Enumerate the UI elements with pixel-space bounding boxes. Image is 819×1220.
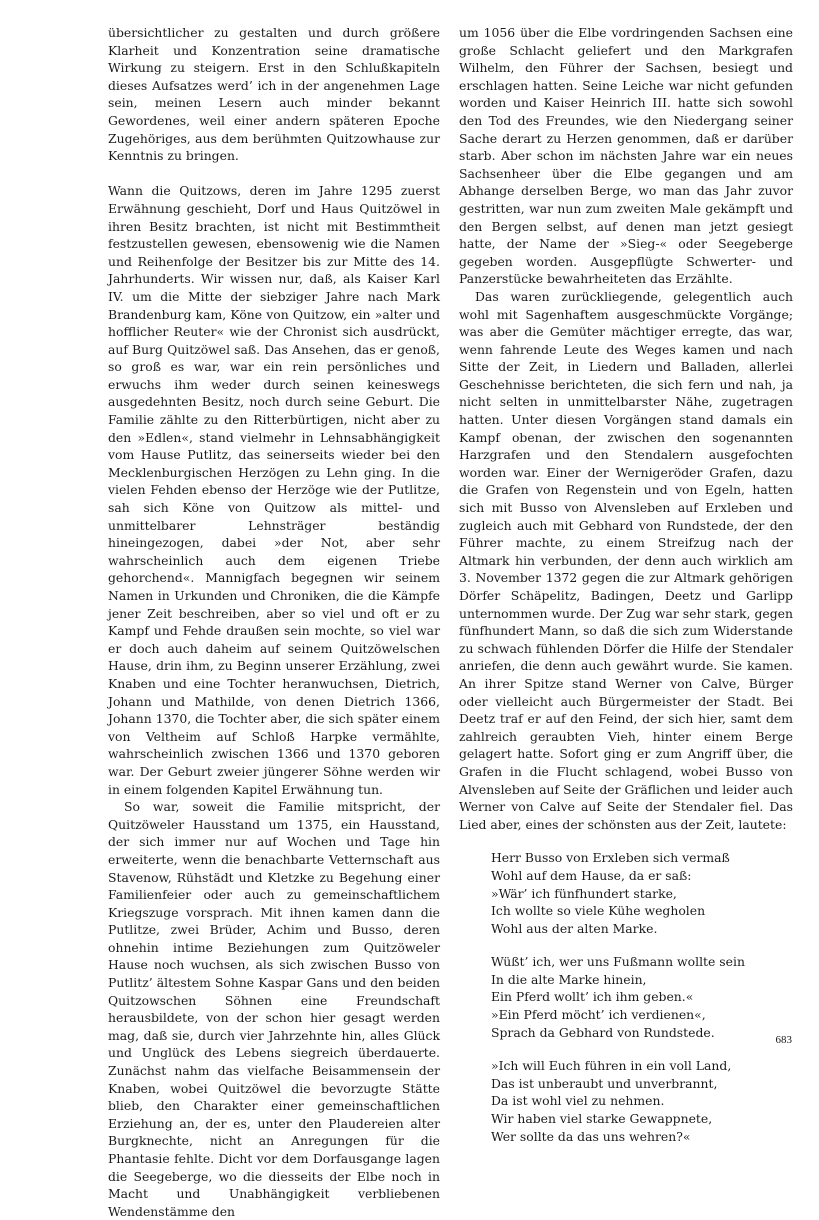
paragraph: So war, soweit die Familie mitspricht, der Quitzöweler Hausstand um 1375, ein Hausstand, der sich immer nur auf Wochen und Tage hin erweiterte, wenn die benachbarte Vetternschaft aus Stavenow, Rühstädt und Kletzke zu Begehung einer Familienfeier oder auch zu gemeinschaftlichem Kriegszuge vorsprach. Mit ihnen kamen dann die Putlitze, zwei Brüder, Achim und Busso, deren ohnehin intime Beziehungen zum Quitzöweler Hause noch wuchsen, als sich zwischen Busso von Putlitz’ ältestem Sohne Kaspar Gans und den beiden Quitzowschen Söhnen eine Freundschaft herausbildete, von der schon hier gesagt werden mag, daß sie, durch vier Jahrzehnte hin, alles Glück und Unglück des Lebens siegreich überdauerte. Zunächst nahm das vielfache Beisammensein der Knaben, wobei Quitzöwel die bevorzugte Stätte blieb, den Charakter einer gemeinschaftlichen Erziehung an, der es, unter den Plaudereien alter Burgknechte, nicht an Anregungen für die Phantasie fehlte. Dicht vor dem Dorfausgange lagen die Seegeberge, wo die diesseits der Elbe noch in Macht und Unabhängigkeit verbliebenen Wendenstämme den xyxy=(108,799,440,1219)
paragraph: übersichtlicher zu gestalten und durch größere Klarheit und Konzentration seine dramatische Wirkung zu steigern. Erst in den Schlußkapiteln dieses Aufsatzes werd’ ich in der angenehmen Lage sein, meinen Lesern auch minder bekannt Gewordenes, weil einer andern späteren Epoche Zugehöriges, aus dem berühmten Quitzowhause zur Kenntnis zu bringen. xyxy=(108,25,440,164)
poem-line: Sprach da Gebhard von Rundstede. xyxy=(491,1024,715,1040)
poem xyxy=(491,849,793,1145)
poem-line: Wer sollte da das uns wehren?« xyxy=(491,1128,691,1144)
poem-stanza xyxy=(491,953,793,1041)
poem-line: »Ich will Euch führen in ein voll Land, xyxy=(491,1058,732,1074)
poem-line: In die alte Marke hinein, xyxy=(491,971,647,987)
poem-line: Wohl aus der alten Marke. xyxy=(491,920,658,936)
poem-line: Wüßt’ ich, wer uns Fußmann wollte sein xyxy=(491,954,745,970)
poem-line: Da ist wohl viel zu nehmen. xyxy=(491,1093,665,1109)
poem-stanza xyxy=(491,849,793,937)
paragraph: Das waren zurückliegende, gelegentlich auch wohl mit Sagenhaftem ausgeschmückte Vorgänge; was aber die Gemüter mächtiger erregte, das war, wenn fahrende Leute des Weges kamen und nach Sitte der Zeit, in Liedern und Balladen, allerlei Geschehnisse berichteten, die sich fern und nah, ja nicht selten in unmittelbarster Nähe, zugetragen hatten. Unter diesen Vorgängen stand damals ein Kampf obenan, der zwischen den sogenannten Harzgrafen und den Stendalern ausgefochten worden war. Einer der Wernigeröder Grafen, dazu die Grafen von Regenstein und von Egeln, hatten sich mit Busso von Alvensleben auf Erxleben und zugleich auch mit Gebhard von Rundstede, der den Führer machte, zu einem Streifzug nach der Altmark hin verbunden, der denn auch wirklich am 3. November 1372 gegen die zur Altmark gehörigen Dörfer Schäpelitz, Badingen, Deetz und Garlipp unternommen wurde. Der Zug war sehr stark, gegen fünfhundert Mann, so daß die sich zum Widerstande zu schwach fühlenden Dörfer die Hilfe der Stendaler anriefen, die denn auch gewährt wurde. Sie kamen. An ihrer Spitze stand Werner von Calve, Bürger oder vielleicht auch Bürgermeister der Stadt. Bei Deetz traf er auf den Feind, der sich hier, samt dem zahlreich geraubten Vieh, hinter einem Berge gelagert hatte. Sofort ging er zum Angriff über, die Grafen in die Flucht schlagend, wobei Busso von Alvensleben auf Seite der Gräflichen und leider auch Werner von Calve auf Seite der Stendaler fiel. Das Lied aber, eines der schönsten aus der Zeit, lautete: xyxy=(459,288,793,832)
page-number: 683 xyxy=(775,1034,792,1046)
poem-line: Wir haben viel starke Gewappnete, xyxy=(491,1111,713,1127)
poem-line: »Wär’ ich fünfhundert starke, xyxy=(491,885,677,901)
poem-line: Ein Pferd wollt’ ich ihm geben.« xyxy=(491,989,694,1005)
right-column xyxy=(459,24,793,1161)
poem-line: Herr Busso von Erxleben sich vermaß xyxy=(491,850,730,866)
poem-line: Wohl auf dem Hause, da er saß: xyxy=(491,867,692,883)
left-column xyxy=(108,24,440,1220)
poem-line: »Ein Pferd möcht’ ich verdienen«, xyxy=(491,1007,706,1023)
paragraph: um 1056 über die Elbe vordringenden Sachsen eine große Schlacht geliefert und den Markgrafen Wilhelm, den Führer der Sachsen, besiegt und erschlagen hatten. Seine Leiche war nicht gefunden worden und Kaiser Heinrich III. hatte sich sowohl den Tod des Freundes, wie den Niedergang seiner Sache derart zu Herzen genommen, daß er darüber starb. Aber schon im nächsten Jahre war ein neues Sachsenheer über die Elbe gegangen und am Abhange derselben Berge, wo man das Jahr zuvor gestritten, war nun zum zweiten Male gekämpft und den Bergen selbst, auf denen man jetzt gesiegt hatte, der Name der »Sieg-« oder Seegeberge gegeben worden. Ausgepflügte Schwerter- und Panzerstücke bewahrheiteten das Erzählte. xyxy=(459,25,793,287)
paragraph: Wann die Quitzows, deren im Jahre 1295 zuerst Erwähnung geschieht, Dorf und Haus Quitzöwel in ihren Besitz brachten, ist nicht mit Bestimmtheit festzustellen gewesen, ebensowenig wie die Namen und Reihenfolge der Besitzer bis zur Mitte des 14. Jahrhunderts. Wir wissen nur, daß, als Kaiser Karl IV. um die Mitte der siebziger Jahre nach Mark Brandenburg kam, Köne von Quitzow, ein »alter und hofflicher Reuter« wie der Chronist sich ausdrückt, auf Burg Quitzöwel saß. Das Ansehen, das er genoß, so groß es war, war ein rein persönliches und erwuchs ihm weder durch seinen keineswegs ausgedehnten Besitz, noch durch seine Geburt. Die Familie zählte zu den Ritterbürtigen, nicht aber zu den »Edlen«, stand vielmehr in Lehnsabhängigkeit vom Hause Putlitz, das seinerseits wieder bei den Mecklenburgischen Herzögen zu Lehn ging. In die vielen Fehden ebenso der Herzöge wie der Putlitze, sah sich Köne von Quitzow als mittel- und unmittelbarer Lehnsträger beständig hineingezogen, dabei »der Not, aber sehr wahrscheinlich auch dem eigenen Triebe gehorchend«. Mannigfach begegnen wir seinem Namen in Urkunden und Chroniken, die die Kämpfe jener Zeit beschreiben, aber so viel und oft er zu Kampf und Fehde draußen sein mochte, so viel war er doch auch daheim auf seinem Quitzöwelschen Hause, drin ihm, zu Beginn unserer Erzählung, zwei Knaben und eine Tochter heranwuchsen, Dietrich, Johann und Mathilde, von denen Dietrich 1366, Johann 1370, die Tochter aber, die sich später einem von Veltheim auf Schloß Harpke vermählte, wahrscheinlich zwischen 1366 und 1370 geboren war. Der Geburt zweier jüngerer Söhne werden wir in einem folgenden Kapitel Erwähnung tun. xyxy=(108,183,440,797)
poem-stanza xyxy=(491,1057,793,1145)
poem-line: Das ist unberaubt und unverbrannt, xyxy=(491,1075,718,1091)
poem-line: Ich wollte so viele Kühe wegholen xyxy=(491,903,706,919)
